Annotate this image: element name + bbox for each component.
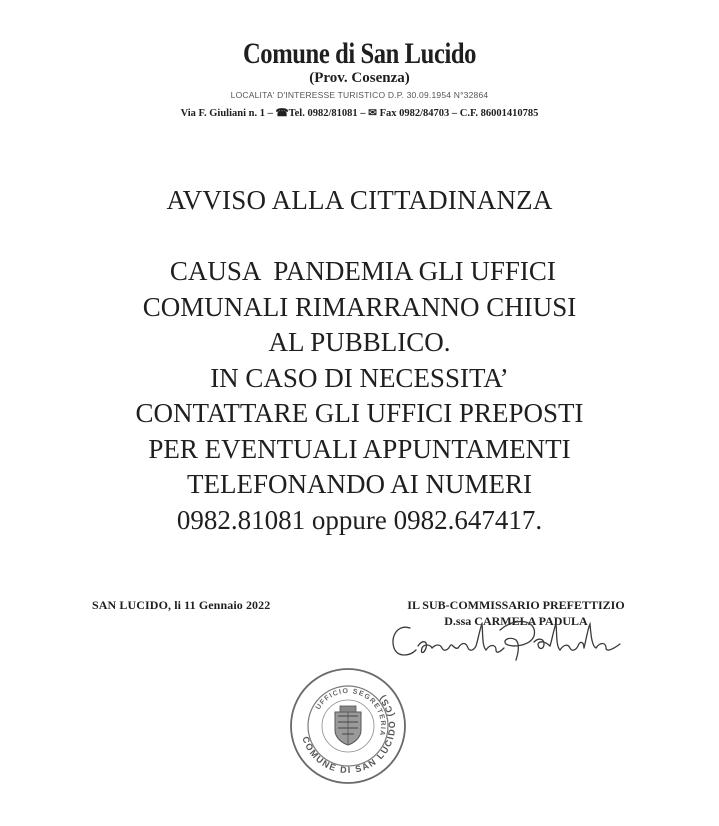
telephone-icon: ☎ [275,108,289,119]
notice-line: AL PUBBLICO. [268,327,451,357]
municipal-stamp [288,666,408,786]
notice-line: TELEFONANDO AI NUMERI [187,469,532,499]
handwritten-signature [388,610,638,668]
address-text: Via F. Giuliani n. 1 – [180,108,273,119]
contact-line [0,107,719,121]
notice-body [0,254,719,538]
letterhead [0,38,719,121]
signatory-name: D.ssa CARMELA PADULA [444,614,588,628]
notice-line: CONTATTARE GLI UFFICI PREPOSTI [135,398,584,428]
stamp-inner-text: UFFICIO SEGRETERIA [314,687,387,738]
tourist-locality-line: LOCALITA' D'INTERESSE TURISTICO D.P. 30.09.1954 N°32864 [230,90,489,100]
municipality-title: Comune di San Lucido [242,37,477,70]
place-and-date: SAN LUCIDO, li 11 Gennaio 2022 [92,598,271,612]
notice-line: PER EVENTUALI APPUNTAMENTI [148,433,571,464]
notice-line: IN CASO DI NECESSITA’ [210,362,509,393]
notice-heading: AVVISO ALLA CITTADINANZA [166,185,553,215]
signatory-role: IL SUB-COMMISSARIO PREFETTIZIO [407,598,625,612]
envelope-icon: ✉ [368,108,377,119]
notice-line: CAUSA PANDEMIA GLI UFFICI [163,256,556,286]
phone-text: Tel. 0982/81081 – [288,108,366,119]
coat-of-arms-icon [335,706,361,745]
stamp-outer-text: COMUNE DI SAN LUCIDO (CS) [300,692,398,776]
notice-line: 0982.81081 oppure 0982.647417. [176,504,543,535]
province-label: (Prov. Cosenza) [309,70,410,86]
fax-text: Fax 0982/84703 – C.F. 86001410785 [379,108,539,119]
notice-line: COMUNALI RIMARRANNO CHIUSI [142,291,577,322]
